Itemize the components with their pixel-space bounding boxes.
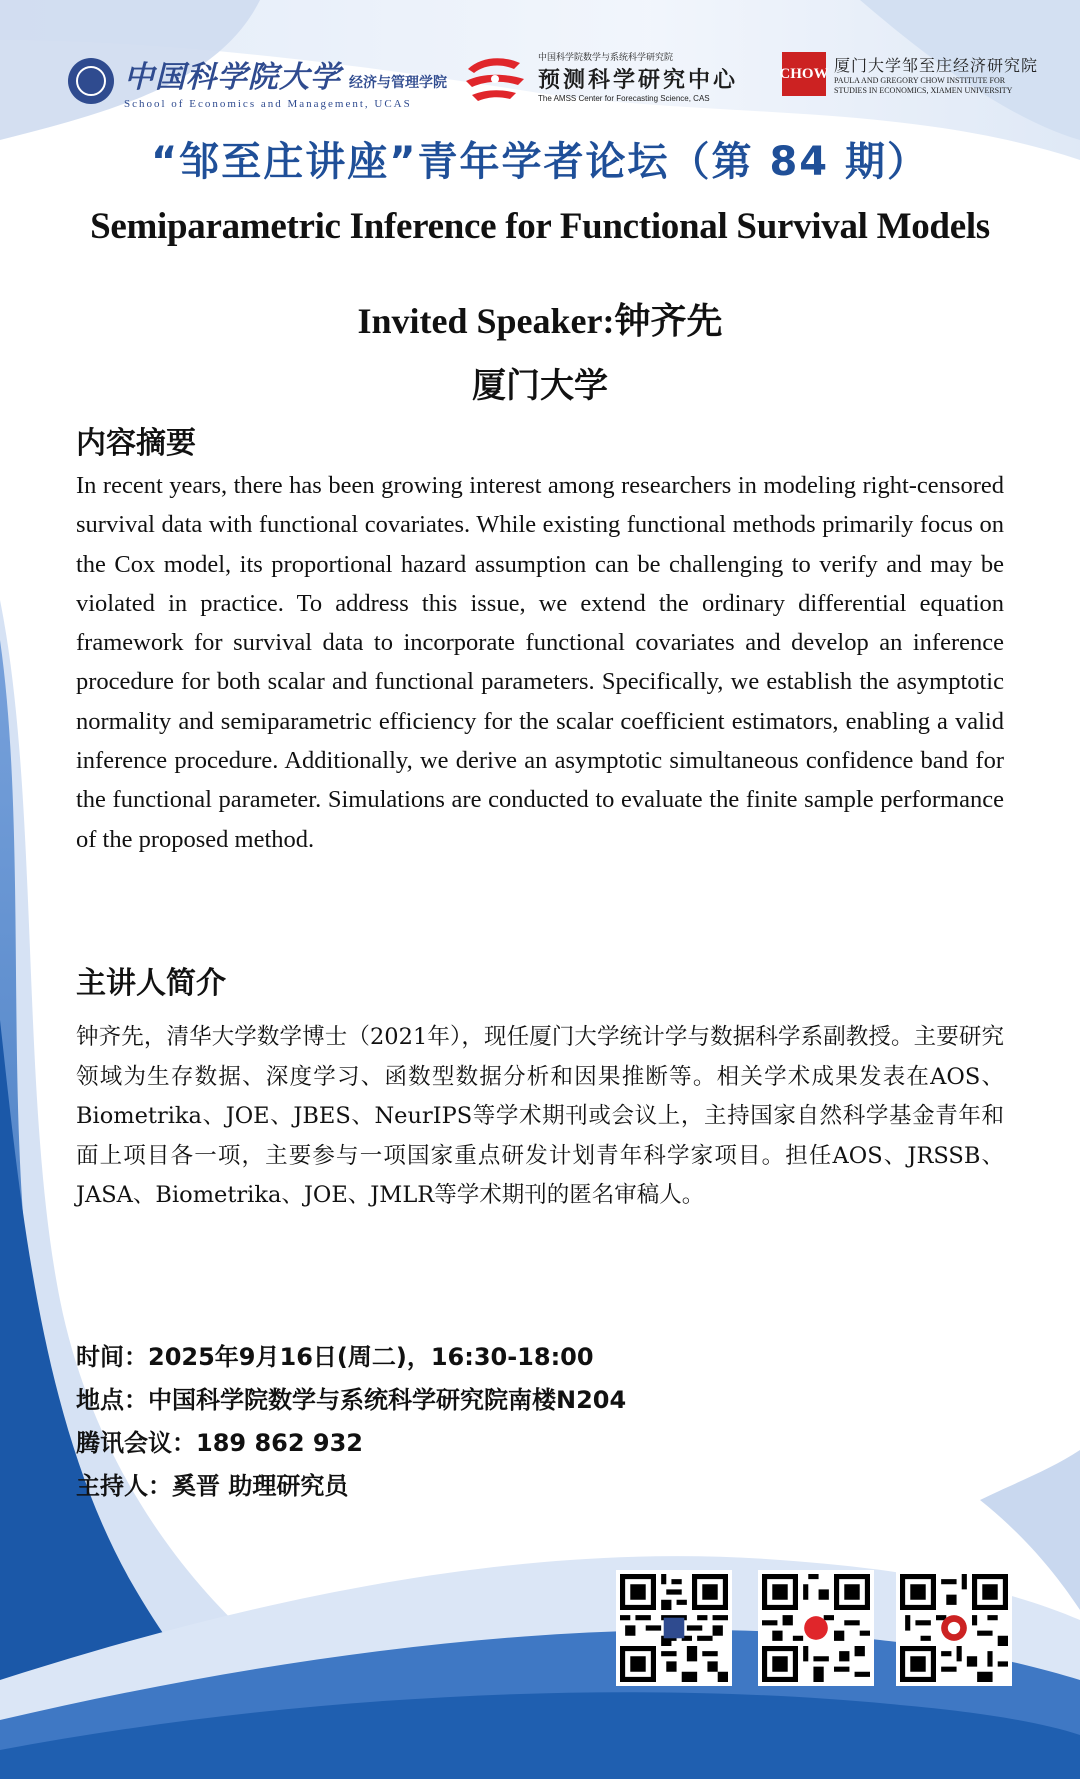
ucas-logo [68, 52, 447, 110]
amss-center-name: 预测科学研究中心 [538, 67, 739, 93]
amss-mark-icon [462, 51, 528, 103]
chow-english-name: PAULA AND GREGORY CHOW INSTITUTE FOR STUDIES IN ECONOMICS, XIAMEN UNIVERSITY [834, 75, 1013, 95]
event-time: 时间：2025年9月16日(周二)，16:30-18:00 [76, 1343, 594, 1371]
qr-code-1[interactable] [616, 1570, 732, 1686]
qr-code-2[interactable] [758, 1570, 874, 1686]
qr-code-icon [762, 1574, 870, 1682]
speaker-affiliation: 厦门大学 [472, 366, 608, 406]
amss-institute-name: 中国科学院数学与系统科学研究院 [538, 53, 674, 63]
abstract-heading: 内容摘要 [76, 426, 196, 461]
ucas-seal-icon [68, 58, 114, 104]
qr-code-icon [900, 1574, 1008, 1682]
header-logos [0, 40, 1080, 120]
tencent-meeting: 腾讯会议：189 862 932 [76, 1429, 364, 1457]
qr-code-icon [620, 1574, 728, 1682]
ucas-school-name: 经济与管理学院 [349, 75, 447, 91]
chow-logo [779, 52, 1039, 96]
abstract-text: In recent years, there has been growing interest among researchers in modeling right-censored survival data with functional covariates. While existing functional methods primarily focus on the Cox model, its proportional hazard assumption can be challenging to verify and may be violated in practice. To address this issue, we extend the ordinary differential equation framework for survival data to incorporate functional covariates and develop an inference procedure for both scalar and functional parameters. Specifically, we establish the asymptotic normality and semiparametric efficiency for the scalar coefficient estimators, enabling a valid inference procedure. Additionally, we derive an asymptotic simultaneous confidence band for the functional parameter. Simulations are conducted to evaluate the finite sample performance of the proposed method. [76, 472, 1004, 853]
talk-title: Semiparametric Inference for Functional Survival Models [90, 206, 990, 247]
forum-title: “邹至庄讲座”青年学者论坛（第 84 期） [150, 139, 930, 185]
ucas-name: 中国科学院大学 [124, 60, 341, 95]
bio-text: 钟齐先，清华大学数学博士（2021年），现任厦门大学统计学与数据科学系副教授。主要研究领域为生存数据、深度学习、函数型数据分析和因果推断等。相关学术成果发表在AOS、Biometrika、JOE、JBES、NeurIPS等学术期刊或会议上，主持国家自然科学基金青年和面上项目各一项，主要参与一项国家重点研发计划青年科学家项目。担任AOS、JRSSB、JASA、Biometrika、JOE、JMLR等学术期刊的匿名审稿人。 [76, 1024, 1004, 1209]
amss-english-name: The AMSS Center for Forecasting Science, CAS [538, 94, 710, 103]
qr-code-3[interactable] [896, 1570, 1012, 1686]
event-place: 地点：中国科学院数学与系统科学研究院南楼N204 [76, 1386, 627, 1414]
amss-logo [462, 50, 738, 103]
invited-speaker: Invited Speaker:钟齐先 [357, 301, 723, 341]
chow-institute-name: 厦门大学邹至庄经济研究院 [834, 55, 1039, 75]
event-host: 主持人：奚晋 助理研究员 [76, 1472, 349, 1500]
chow-mark-icon: CHOW [782, 52, 826, 96]
ucas-english-name: School of Economics and Management, UCAS [124, 98, 412, 110]
bio-heading: 主讲人简介 [76, 966, 226, 1001]
event-info [76, 1336, 976, 1508]
